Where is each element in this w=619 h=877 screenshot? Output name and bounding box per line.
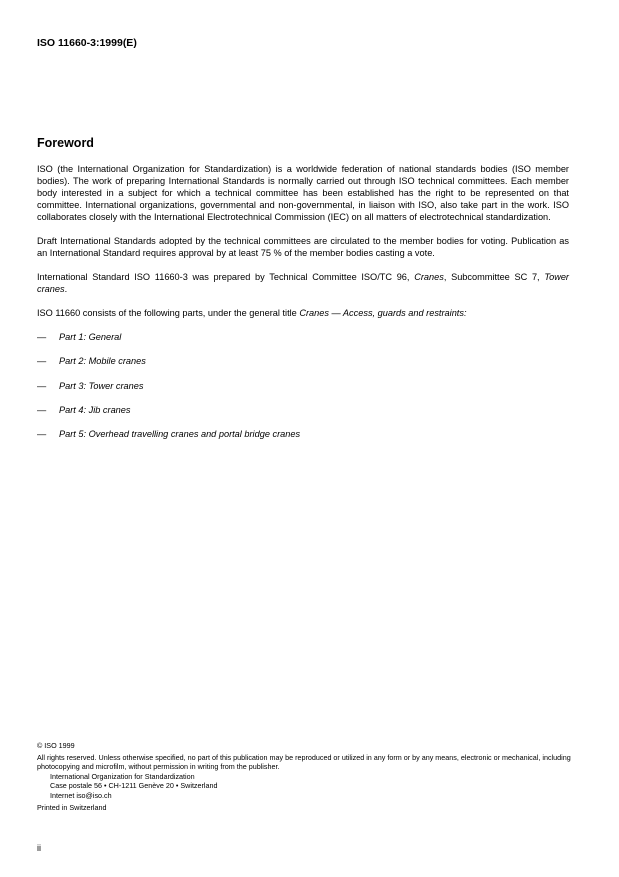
paragraph-draft-standards: Draft International Standards adopted by the technical committees are circulated to the member bodies for voting. Publication as an International Standard requires approval by at least 75 % of the member bodies casting a vote. <box>37 236 569 258</box>
document-id: ISO 11660-3:1999(E) <box>37 37 137 49</box>
list-item <box>37 404 569 416</box>
copyright-notice: © ISO 1999 <box>37 741 75 750</box>
org-internet: Internet iso@iso.ch <box>50 790 112 800</box>
page-title: Foreword <box>37 136 94 150</box>
paragraph-parts-intro <box>37 307 569 319</box>
copyright-footer <box>37 741 582 813</box>
list-item <box>37 380 569 392</box>
part-label: Part 4: Jib cranes <box>59 404 131 415</box>
subcommittee-name: Tower cranes <box>37 272 569 294</box>
list-dash: — <box>37 356 47 367</box>
paragraph-preparation <box>37 271 569 295</box>
parts-list <box>37 331 569 440</box>
parts-intro-text: ISO 11660 consists of the following parts, under the general title <box>37 308 297 318</box>
page-number: ii <box>37 843 41 853</box>
part-label: Part 2: Mobile cranes <box>59 356 146 367</box>
list-dash: — <box>37 429 47 440</box>
part-label: Part 1: General <box>59 332 122 342</box>
list-dash: — <box>37 404 47 415</box>
part-label: Part 3: Tower cranes <box>59 380 144 391</box>
list-item <box>37 331 569 343</box>
org-address: Case postale 56 • CH-1211 Genève 20 • Switzerland <box>50 781 218 790</box>
list-dash: — <box>37 380 47 391</box>
foreword-body <box>37 163 569 452</box>
list-item <box>37 428 569 440</box>
list-item <box>37 355 569 367</box>
org-name: International Organization for Standardization <box>50 771 195 781</box>
paragraph-iso-intro: ISO (the International Organization for Standardization) is a worldwide federation of national standards bodies (ISO member bodies). The work of preparing International Standards is normally carried out through ISO technical committees. Each member body interested in a subject for which a technical committee has been established has the right to be represented on that committee. International organizations, governmental and non-governmental, in liaison with ISO, also take part in the work. ISO collaborates closely with the International Electrotechnical Commission (IEC) on all matters of electrotechnical standardization. <box>37 164 569 222</box>
preparation-period: . <box>64 284 68 294</box>
list-dash: — <box>37 332 47 342</box>
preparation-text: International Standard ISO 11660-3 was prepared by Technical Committee ISO/TC 96, <box>37 272 410 282</box>
rights-statement: All rights reserved. Unless otherwise specified, no part of this publication may be reproduced or utilized in any form or by any means, electronic or mechanical, including photocopying and microfilm, without permission in writing from the publisher. <box>37 752 571 771</box>
committee-name: Cranes <box>414 272 444 282</box>
part-label: Part 5: Overhead travelling cranes and portal bridge cranes <box>59 429 301 440</box>
preparation-text-sc: , Subcommittee SC 7, <box>443 272 540 282</box>
general-title: Cranes — Access, guards and restraints: <box>299 308 467 318</box>
printed-location: Printed in Switzerland <box>37 803 107 812</box>
